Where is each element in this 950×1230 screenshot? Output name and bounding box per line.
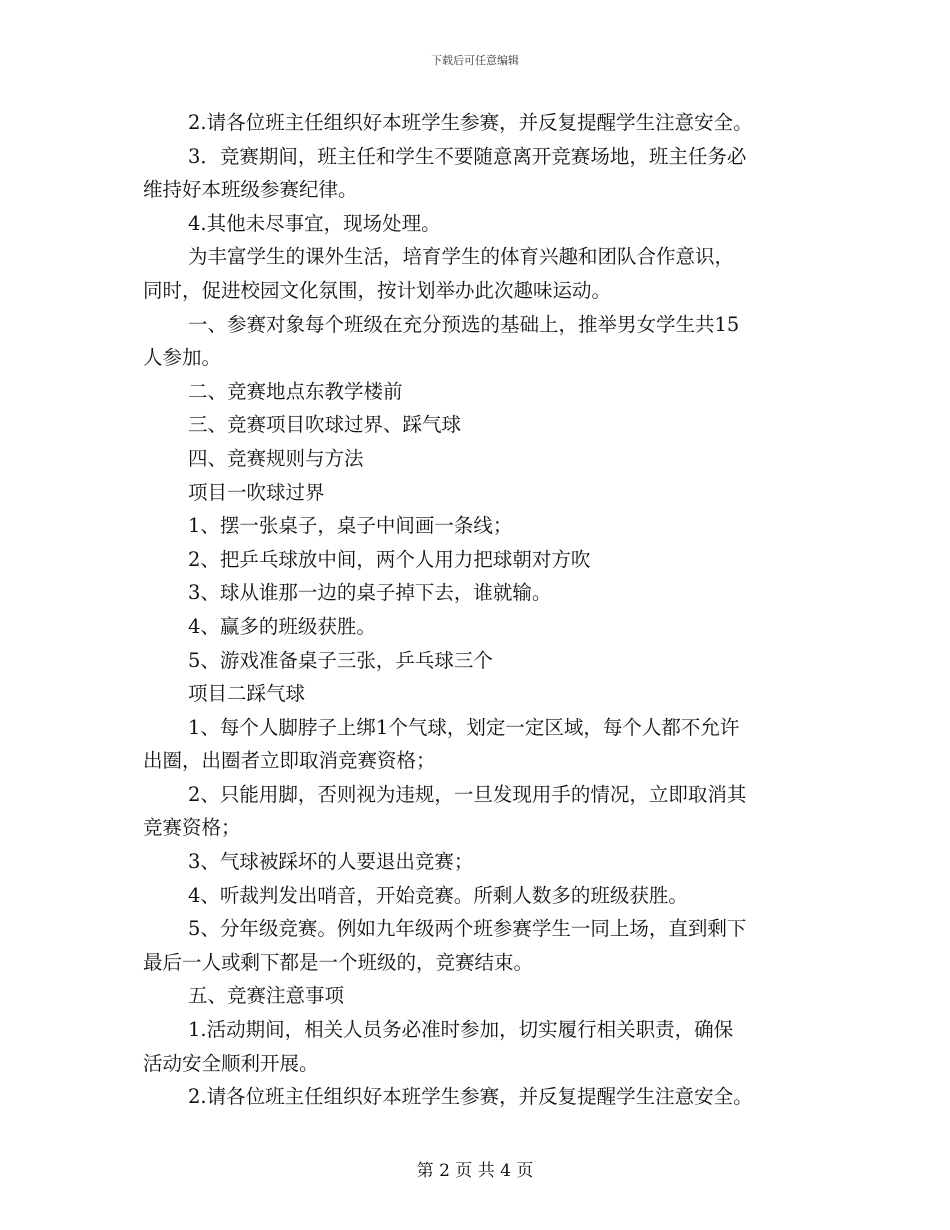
- paragraph-line: 同时，促进校园文化氛围，按计划举办此次趣味运动。: [143, 278, 612, 302]
- document-body: [143, 106, 811, 1114]
- subsection-heading: 项目一吹球过界: [188, 480, 325, 504]
- list-item: 1、每个人脚脖子上绑1个气球，划定一定区域，每个人都不允许: [188, 715, 740, 739]
- page-number: 第 2 页 共 4 页: [416, 1161, 534, 1181]
- paragraph-line: 3．竞赛期间，班主任和学生不要随意离开竞赛场地，班主任务必: [188, 144, 747, 168]
- section-heading: 二、竞赛地点东教学楼前: [188, 379, 403, 403]
- section-heading: 五、竞赛注意事项: [188, 984, 345, 1008]
- list-item: 1、摆一张桌子，桌子中间画一条线；: [188, 514, 513, 538]
- list-item: 4、听裁判发出哨音，开始竞赛。所剩人数多的班级获胜。: [188, 883, 688, 907]
- paragraph-line: 维持好本班级参赛纪律。: [143, 178, 358, 202]
- paragraph-line: 4.其他未尽事宜，现场处理。: [188, 211, 441, 235]
- subsection-heading: 项目二踩气球: [188, 682, 306, 706]
- list-item-continuation: 活动安全顺利开展。: [143, 1051, 319, 1075]
- paragraph-line: 人参加。: [143, 346, 222, 370]
- list-item: 5、分年级竞赛。例如九年级两个班参赛学生一同上场，直到剩下: [188, 917, 747, 941]
- list-item: 3、球从谁那一边的桌子掉下去，谁就输。: [188, 581, 552, 605]
- page-header-note: 下载后可任意编辑: [431, 54, 519, 67]
- list-item: 2、把乒乓球放中间，两个人用力把球朝对方吹: [188, 547, 591, 571]
- list-item: 4、赢多的班级获胜。: [188, 614, 376, 638]
- paragraph-line: 2.请各位班主任组织好本班学生参赛，并反复提醒学生注意安全。: [188, 111, 753, 134]
- list-item-continuation: 竞赛资格；: [143, 816, 241, 840]
- list-item: 2、只能用脚，否则视为违规，一旦发现用手的情况，立即取消其: [188, 782, 747, 806]
- paragraph-line: 一、参赛对象每个班级在充分预选的基础上，推举男女学生共15: [188, 312, 740, 336]
- section-heading: 四、竞赛规则与方法: [188, 446, 364, 470]
- list-item: 1.活动期间，相关人员务必准时参加，切实履行相关职责，确保: [188, 1018, 734, 1042]
- list-item-continuation: 出圈，出圈者立即取消竞赛资格；: [143, 749, 436, 773]
- list-item: 5、游戏准备桌子三张，乒乓球三个: [188, 648, 493, 672]
- list-item-continuation: 最后一人或剩下都是一个班级的，竞赛结束。: [143, 950, 534, 974]
- list-item: 3、气球被踩坏的人要退出竞赛；: [188, 850, 474, 874]
- paragraph-line: 为丰富学生的课外生活，培育学生的体育兴趣和团队合作意识，: [188, 245, 735, 269]
- list-item: 2.请各位班主任组织好本班学生参赛，并反复提醒学生注意安全。: [188, 1085, 753, 1109]
- section-heading: 三、竞赛项目吹球过界、踩气球: [188, 413, 462, 437]
